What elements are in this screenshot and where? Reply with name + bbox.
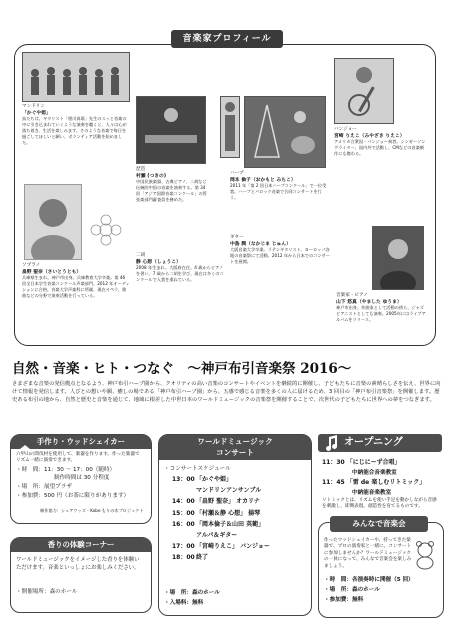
opening-item-1-sub: 中納能合音楽教室 — [352, 470, 397, 476]
minna-title: みんなで音楽会 — [330, 516, 428, 532]
profile-title: 音楽家プロフィール — [171, 30, 283, 48]
musician-8-role: 音楽家・ピアノ — [336, 293, 368, 298]
erhu-player-icon — [221, 97, 239, 157]
pianist-photo — [372, 226, 424, 290]
schedule-item: 18：00終了 — [172, 554, 209, 562]
aroma-box — [10, 537, 152, 613]
musician-4-role: 二胡 — [136, 253, 146, 258]
erhu-photo — [220, 96, 240, 158]
musician-7-role: バンジョー — [334, 127, 357, 132]
musician-1-role: マンドリン — [22, 104, 45, 109]
opening-item-2: 11：45 「雷 de 楽しむリトミック」 — [322, 479, 426, 486]
concert-schedule-label: ・コンサートスケジュール — [164, 466, 231, 472]
aroma-place: ・開催場所：森のホール — [16, 589, 78, 595]
concert-schedule-list — [172, 474, 308, 564]
soprano-photo — [24, 184, 82, 260]
group-figures-icon — [23, 53, 129, 101]
concert-place: ・場 所：森のホール — [164, 590, 220, 596]
instrument-player-icon — [137, 97, 205, 163]
pianist-portrait-icon — [373, 227, 423, 289]
schedule-item: マンドリンアンサンブル — [196, 487, 262, 495]
musician-3-name: 村瀬 (つきの) — [136, 174, 167, 179]
minna-fee: ・参加費：無料 — [324, 597, 364, 603]
banjo-photo — [334, 58, 394, 124]
musician-4-bio: 2008 年生まれ。大阪府在住。4 歳からピアノを習い、7 歳から二胡を学び、現在は多くのコンクールで入賞を重ねている。 — [136, 265, 224, 282]
workshop-time-note: 制作時間は 30 分程度 — [54, 475, 110, 481]
schedule-item: 13：00「かぐや姫」 — [172, 476, 233, 483]
musician-2-bio: 兵庫県生まれ。神戸市出身。兵庫教育大学卒業。第 46 回全日本学生音楽コンクール声楽部門、2012 年オーディションに合格。音楽大学声楽科に所属、現在オペラ、歌曲などの分野で演奏活動を行っている。 — [22, 275, 130, 298]
musician-2-name: 畠野 聖奈（さいとうとも） — [22, 270, 82, 275]
flower-decoration-icon — [86, 210, 126, 250]
mandolin-group-photo — [22, 52, 130, 102]
aroma-desc: ワールドミュージックをイメージした香りを体験いただけます。音楽といっしょにお楽しみください。 — [16, 557, 140, 571]
schedule-item: 16：00「岡本倫子＆山田 英範」 — [172, 520, 265, 528]
schedule-item: アルパ＆ギター — [196, 532, 238, 540]
musician-3-role: 琵琶 — [136, 167, 146, 172]
musician-1-bio: 鳥たちは、ギタリスト「相川真耶」先生のスッと音楽の中に引き込まれていくような演奏を聴くと、人々は心が落ち着き、生活を楽しみます。そのような音楽で毎日を過ごしてほしいと願い、ボランティア活動を始めました。 — [22, 116, 127, 145]
musician-1-name: 「かぐや姫」 — [22, 111, 51, 116]
workshop-desc: 六甲山の間伐材を使用して、楽器を作ります。作った楽器でリズム一緒に演奏できます。 — [16, 452, 140, 464]
musician-2-role: ソプラノ — [22, 263, 41, 268]
harp-guitar-duo-icon — [245, 97, 325, 167]
workshop-title: 手作り・ウッドシェイカー — [11, 435, 151, 449]
minna-place: ・場 所：森のホール — [324, 587, 380, 593]
opening-item-1: 11：30 「にじにーず合唱」 — [322, 459, 401, 466]
musician-5-name: 岡本 倫子（おかもと みちこ） — [230, 178, 296, 183]
banjo-player-icon — [335, 59, 393, 123]
schedule-item: 14：00「畠野 聖奈」 オカリナ — [172, 498, 260, 506]
festival-intro: さまざまな音楽の発信拠点となるよう、神戸布引ハーブ園から、クオリティの高い音楽のコンサートやイベントを継続的に開催し、子どもたちに音楽の素晴らしさを伝え、世界に向けて情報を発信します。人びとの想いや願、癒しの場である「神戸布引ハーブ園」から、五感で感じる音楽を多くの人に届けるため、3 回目の「神戸布引音楽祭」を開催します。歴史ある布引の地から、自然と歴史と音楽を通じて、地域に根差した中世日本のワールドミュージックの音楽祭を開催することで、次世代の子どもたちに世界への夢をつなぎます。 — [12, 381, 441, 404]
opening-item-2-sub: 中納能音楽教室 — [352, 490, 392, 496]
musician-7-bio: アメリカ合衆国・バンジョー奏者。シンガーソングライター。国内外で活動し、CMなどの音楽制作にも携わる。 — [334, 139, 426, 156]
portrait-icon — [25, 185, 81, 259]
opening-title: オープニング — [344, 437, 403, 448]
aroma-title: 香りの体験コーナー — [11, 538, 151, 552]
workshop-place: ・場 所：展望プラザ — [16, 484, 72, 490]
workshop-fee: ・参加費：500 円（お茶に限りがあります） — [16, 493, 130, 499]
musician-7-name: 宮崎 りえこ（みやざき りえこ） — [334, 134, 405, 139]
minna-desc: 作ったウッドシェイカーや、持ってきた楽器で、プロの演奏家と一緒に、コンサートに参加しませんか？ワールドミュージックの一員になって、みんなで音楽会を楽しみましょう。 — [324, 538, 412, 569]
musician-6-bio: 大阪音楽大学卒業。ラテンギタリスト、ヨーロッパ各地の音楽祭にて活動。2012 年から日本でのコンサートを展開。 — [230, 247, 330, 264]
musician-6-role: ギター — [230, 235, 244, 240]
workshop-time: ・時 間：11：30 ～ 17：00（随時） — [16, 467, 116, 473]
schedule-item: 17：00「宮崎りえこ」 バンジョー — [172, 543, 270, 551]
music-note-icon — [324, 435, 340, 451]
musician-5-bio: 2011 年「第 2 回日本ハープコンクール」で一位受賞。ハープとバロック音楽で合同コンサートを行う。 — [230, 183, 327, 200]
schedule-item: 15：00「村瀬＆静 心想」 揚琴 — [172, 509, 261, 517]
workshop-credit: 制作協力：シェアウッズ・Kobe もりの木プロジェクト — [40, 508, 144, 513]
box-ornament-icon — [20, 438, 30, 446]
musician-4-name: 静 心想（しょうこ） — [136, 260, 181, 265]
musician-8-bio: 神戸市出身。作曲家として活動の傍ら、ジャズピアニストとしても演奏。2005年にはライブアルバムをリリース。 — [336, 305, 426, 322]
musician-3-bio: 中国民族楽器、古典ピアノ、二胡など伝統的中国の音楽を演奏する。第 34 回「アジア国際音楽コンクール」の管弦楽部門審査員を務めた。 — [136, 179, 207, 202]
yangqin-photo — [136, 96, 206, 164]
musician-5-role: ハープ — [230, 171, 244, 176]
musician-6-name: 中島 潤（なかじま じゅん） — [230, 242, 291, 247]
concert-title-line1: ワールドミュージック — [197, 437, 273, 446]
harp-guitar-photo — [244, 96, 326, 168]
concert-fee: ・入場料：無料 — [164, 600, 204, 606]
bear-mascot-icon — [412, 540, 438, 570]
opening-desc: リトミックとは、リズムを使い手足を動かしながら音感を刺激し、即興表現、創造性を育てるものです。 — [322, 498, 437, 510]
festival-headline: 自然・音楽・ヒト・つなぐ ～神戸布引音楽祭 2016～ — [12, 361, 352, 377]
concert-header — [159, 435, 311, 460]
minna-time: ・時 間：各演奏時に開催（5 回） — [324, 577, 414, 583]
concert-title-line2: コンサート — [216, 448, 254, 457]
musician-8-name: 山下 悠真（やました ゆうま） — [336, 300, 402, 305]
